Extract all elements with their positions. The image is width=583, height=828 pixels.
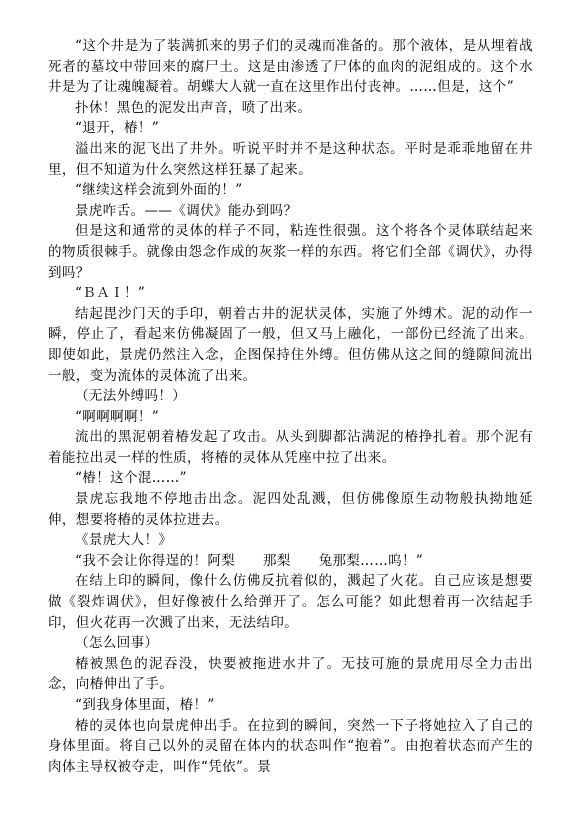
paragraph: 扑休！黑色的泥发出声音，喷了出来。 — [75, 99, 312, 116]
paragraph: “继续这样会流到外面的！” — [75, 182, 243, 199]
paragraph: 景虎忘我地不停地击出念。泥四处乱溅，但仿佛像原生动物般执拗地延伸，想要将椿的灵体拉进去。 — [48, 491, 533, 528]
paragraph: 流出的黑泥朝着椿发起了攻击。从头到脚都沾满泥的椿挣扎着。那个泥有着能拉出灵一样的性质，将椿的灵体从凭座中拉了出来。 — [48, 429, 533, 466]
paragraph: 在结上印的瞬间，像什么仿佛反抗着似的，溅起了火花。自己应该是想要做《裂炸调伏》，但好像被什么给弹开了。怎么可能？如此想着再一次结起手印，但火花再一次溅了出来，无法结印。 — [48, 573, 533, 631]
paragraph: 椿被黑色的泥吞没，快要被拖进水井了。无技可施的景虎用尽全力击出念，向椿伸出了手。 — [48, 655, 533, 693]
paragraph: “ＢＡＩ！” — [75, 285, 146, 302]
paragraph: “这个井是为了装满抓来的男子们的灵魂而准备的。那个液体，是从埋着战死者的墓坟中带回来的腐尸土。这是由渗透了尸体的血肉的泥组成的。这个水井是为了让魂魄凝着。胡蝶大人就一直在这里作出付丧神。……但是，这个” — [48, 38, 533, 96]
paragraph: 景虎咋舌。——《调伏》能办到吗？ — [75, 202, 298, 219]
paragraph: “啊啊啊啊！” — [75, 408, 160, 425]
paragraph: 结起毘沙门天的手印，朝着古井的泥状灵体，实施了外缚术。泥的动作一瞬，停止了，看起来仿佛凝固了一般，但又马上融化，一部份已经流了出来。即使如此，景虎仍然注入念，企图保持住外缚。但仿佛从这之间的缝隙间流出一般，变为流体的灵体流了出来。 — [48, 305, 533, 384]
paragraph: “退开，椿！” — [75, 120, 160, 137]
paragraph: 椿的灵体也向景虎伸出手。在拉到的瞬间，突然一下子将她拉入了自己的身体里面。将自己以外的灵留在体内的状态叫作“抱着”。由抱着状态而产生的肉体主导权被夺走，叫作“凭依”。景 — [48, 717, 533, 775]
paragraph: “到我身体里面，椿！” — [75, 697, 215, 713]
paragraph: “我不会让你得逞的！阿梨 那梨 兔那梨……呜！” — [75, 552, 424, 569]
paragraph: 溢出来的泥飞出了井外。听说平时并不是这种状态。平时是乖乖地留在井里，但不知道为什么突然这样狂暴了起来。 — [48, 140, 533, 178]
paragraph: 《景虎大人！》 — [75, 532, 173, 549]
paragraph: “椿！这个混……” — [75, 470, 187, 487]
paragraph: 但是这和通常的灵体的样子不同，粘连性很强。这个将各个灵体联结起来的物质很棘手。就像由怨念作成的灰浆一样的东西。将它们全部《调伏》，办得到吗？ — [48, 223, 533, 281]
paragraph: （无法外缚吗！） — [75, 388, 187, 405]
paragraph: （怎么回事） — [75, 635, 159, 652]
